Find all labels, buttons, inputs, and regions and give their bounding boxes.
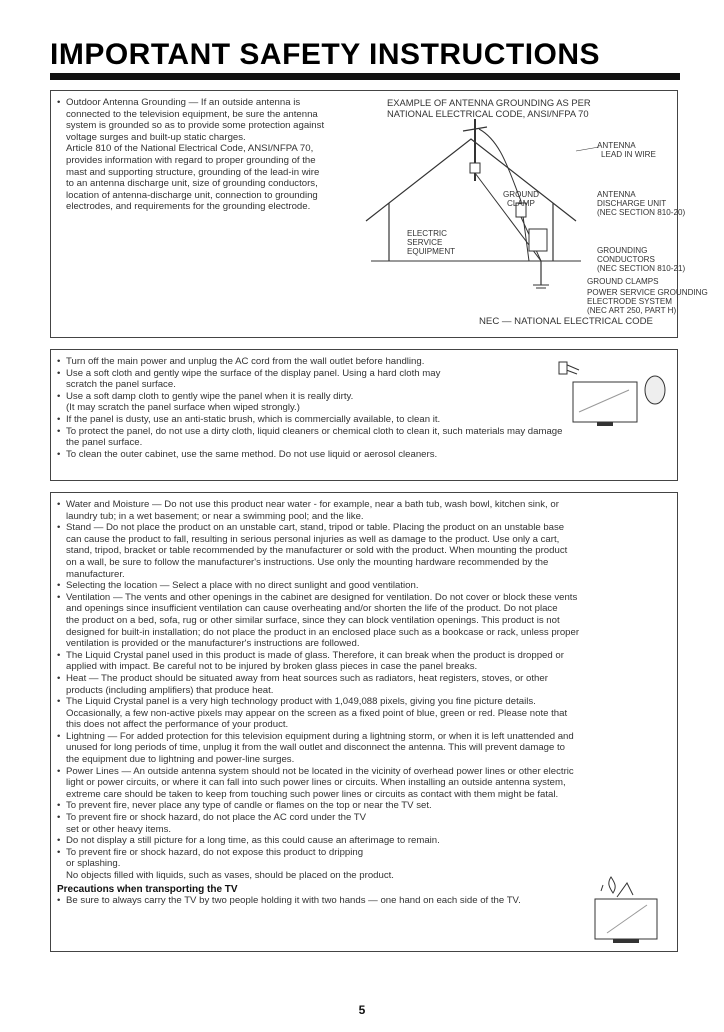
list-item-line: • Selecting the location — Select a place with no direct sunlight and good ventilation.: [66, 580, 419, 592]
list-item-line: • Use a soft damp cloth to gently wipe the panel when it is really dirty.: [66, 390, 354, 402]
transport-title: Precautions when transporting the TV: [57, 883, 238, 895]
house-roof: [366, 139, 576, 221]
list-item: [57, 580, 669, 592]
list-item-line: • Do not display a still picture for a long time, as this could cause an afterimage to remain.: [66, 835, 440, 847]
list-item: [57, 499, 669, 522]
svg-text:(NEC ART 250, PART H): (NEC ART 250, PART H): [587, 306, 677, 315]
label-grounding-conductors: [597, 246, 685, 273]
list-item-line: • To clean the outer cabinet, use the same method. Do not use liquid or aerosol cleaners.: [66, 448, 438, 460]
list-item-line: unused for long periods of time, unplug it from the wall outlet and disconnect the antenna. This will prevent damage to: [66, 742, 565, 754]
list-item-line: set or other heavy items.: [66, 823, 172, 835]
svg-text:GROUND CLAMPS: GROUND CLAMPS: [587, 277, 659, 286]
list-item-line: and openings since insufficient ventilation can cause overheating and/or shorten the life of the product. Do not place: [66, 603, 558, 615]
grounding-line: mast and supporting structure, grounding of the lead-in wire: [66, 166, 320, 178]
grounding-line: provides information with regard to proper grounding of the: [66, 154, 316, 166]
list-item: [57, 835, 669, 847]
list-item: [57, 650, 669, 673]
list-item: [57, 522, 669, 580]
svg-text:SERVICE: SERVICE: [407, 238, 443, 247]
safety-list: [57, 499, 669, 907]
list-item: [57, 731, 669, 766]
label-antenna-lead: [576, 141, 656, 159]
grounding-text: [57, 97, 357, 213]
nec-footer: NEC — NATIONAL ELECTRICAL CODE: [479, 316, 653, 327]
list-item: [57, 426, 577, 449]
svg-text:GROUND: GROUND: [503, 190, 539, 199]
svg-text:ANTENNA: ANTENNA: [597, 190, 636, 199]
tv-water-illustration: [577, 873, 667, 953]
cleaning-list: [57, 356, 577, 460]
grounding-line: electrodes, and requirements for the grounding electrode.: [66, 201, 311, 213]
list-item: [57, 356, 577, 368]
general-safety-section: [50, 492, 678, 952]
list-item-line: • The Liquid Crystal panel is a very high technology product with 1,049,088 pixels, giving you fine picture details.: [66, 696, 536, 708]
label-discharge-unit: [597, 190, 685, 217]
list-item: [57, 673, 669, 696]
list-item-line: • Use a soft cloth and gently wipe the surface of the display panel. Using a hard cloth may: [66, 367, 441, 379]
label-power-service: [587, 288, 708, 315]
list-item-line: Occasionally, a few non-active pixels may appear on the screen as a fixed point of blue, green or red. Please note that: [66, 707, 568, 719]
list-item: [57, 368, 577, 391]
list-item-line: • Heat — The product should be situated away from heat sources such as radiators, heat registers, stoves, or other: [66, 672, 548, 684]
list-item: [57, 592, 669, 650]
list-item-line: • To protect the panel, do not use a dirty cloth, liquid cleaners or chemical cloth to clean it, such materials may damage: [66, 425, 563, 437]
grounding-line: connected to the television equipment, be sure the antenna: [66, 108, 318, 120]
list-item-line: stand, tripod, bracket or table recommended by the manufacturer or sold with the product. When mounting the product: [66, 545, 568, 557]
list-item-line: • Be sure to always carry the TV by two people holding it with two hands — one hand on each side of the TV.: [66, 895, 521, 907]
svg-text:DISCHARGE UNIT: DISCHARGE UNIT: [597, 199, 667, 208]
list-item-line: • Power Lines — An outside antenna system should not be located in the vicinity of overhead power lines or other electric: [66, 765, 574, 777]
svg-text:ANTENNA: ANTENNA: [597, 141, 636, 150]
grounding-line: voltage surges and built-up static charges.: [66, 131, 246, 143]
list-item-line: the equipment due to lightning and power-line surges.: [66, 754, 295, 766]
diagram-title-line-2: NATIONAL ELECTRICAL CODE, ANSI/NFPA 70: [387, 108, 589, 119]
svg-text:(NEC SECTION 810-20): (NEC SECTION 810-20): [597, 208, 686, 217]
cleaning-section: [50, 349, 678, 481]
list-item: [57, 812, 669, 835]
list-item-line: the product on a bed, sofa, rug or other similar surface, since they can block ventilation openings. This product is not: [66, 614, 560, 626]
list-item-line: light or power circuits, or where it can fall into such power lines or circuits. When installing an outside antenna system,: [66, 777, 566, 789]
list-item-line: extreme care should be taken to keep from touching such power lines or circuits as contact with them might be fatal.: [66, 788, 559, 800]
list-item: [57, 449, 577, 461]
list-item-line: designed for built-in installation; do not place the product in an enclosed place such as a bookcase or rack, unless proper: [66, 626, 580, 638]
list-item: [57, 696, 669, 731]
list-item-line: • Lightning — For added protection for this television equipment during a lightning storm, or when it is left unattended and: [66, 730, 574, 742]
list-item-line: • If the panel is dusty, use an anti-static brush, which is commercially available, to clean it.: [66, 413, 441, 425]
list-item-line: can cause the product to fall, resulting in serious personal injuries as well as damage to the product. Use only a cart,: [66, 533, 560, 545]
list-item: [57, 391, 577, 414]
list-item-line: (It may scratch the panel surface when wiped strongly.): [66, 402, 300, 414]
list-item-line: scratch the panel surface.: [66, 379, 176, 391]
list-item: [57, 414, 577, 426]
svg-text:ELECTRIC: ELECTRIC: [407, 229, 448, 238]
svg-text:GROUNDING: GROUNDING: [597, 246, 648, 255]
list-item-line: this does not affect the performance of your product.: [66, 719, 289, 731]
list-item-line: products (including amplifiers) that produce heat.: [66, 684, 274, 696]
svg-text:POWER SERVICE GROUNDING: POWER SERVICE GROUNDING: [587, 288, 708, 297]
tv-cleaning-illustration: [559, 360, 669, 430]
label-ground-clamp: [503, 190, 539, 208]
list-item-line: applied with impact. Be careful not to be injured by broken glass pieces in case the panel breaks.: [66, 661, 478, 673]
svg-text:ELECTRODE SYSTEM: ELECTRODE SYSTEM: [587, 297, 673, 306]
page-number: 5: [358, 1003, 366, 1017]
list-item-line: on a wall, be sure to follow the manufacturer's instructions. Use only the mounting hardware recommended by the: [66, 556, 549, 568]
svg-text:(NEC SECTION 810-21): (NEC SECTION 810-21): [597, 264, 686, 273]
svg-text:CLAMP: CLAMP: [507, 199, 535, 208]
antenna-grounding-section: [50, 90, 708, 338]
list-item-line: • To prevent fire or shock hazard, do not place the AC cord under the TV: [66, 812, 367, 824]
list-item-line: • To prevent fire or shock hazard, do not expose this product to dripping: [66, 846, 364, 858]
grounding-line: to an antenna discharge unit, size of grounding conductors,: [66, 178, 318, 190]
ground-clamp-mark: [470, 163, 480, 173]
page-title: IMPORTANT SAFETY INSTRUCTIONS: [50, 38, 601, 71]
list-item: [57, 800, 669, 812]
label-ground-clamps: [587, 277, 659, 286]
svg-text:EQUIPMENT: EQUIPMENT: [407, 247, 456, 256]
diagram-title-line-1: EXAMPLE OF ANTENNA GROUNDING AS PER: [387, 97, 591, 108]
list-item-line: the panel surface.: [66, 437, 143, 449]
list-item-line: ventilation is provided or the manufacturer's instructions are followed.: [66, 638, 360, 650]
grounding-bullet: [57, 97, 357, 213]
list-item-line: or splashing.: [66, 858, 121, 870]
antenna-grounding-diagram: [351, 111, 708, 316]
list-item-line: • Turn off the main power and unplug the AC cord from the wall outlet before handling.: [66, 356, 425, 367]
list-item-line: • Stand — Do not place the product on an unstable cart, stand, tripod or table. Placing the product on an unstable base: [66, 522, 565, 534]
label-electric-service: [407, 229, 455, 256]
list-item-line: laundry tub; in a wet basement; or near a swimming pool; and the like.: [66, 510, 364, 522]
title-rule: [50, 73, 680, 80]
list-item: [57, 766, 669, 801]
safety-bullets: [57, 499, 669, 882]
grounding-line: system is grounded so as to provide some protection against: [66, 120, 325, 132]
list-item-line: • Water and Moisture — Do not use this product near water - for example, near a bath tub, wash bowl, kitchen sink, or: [66, 499, 559, 510]
grounding-line: location of antenna-discharge unit, connection to grounding: [66, 189, 318, 201]
list-item-line: No objects filled with liquids, such as vases, should be placed on the product.: [66, 870, 394, 881]
list-item-line: • The Liquid Crystal panel used in this product is made of glass. Therefore, it can break when the product is dropped or: [66, 649, 564, 661]
cleaning-bullets: [57, 356, 577, 460]
list-item-line: • Ventilation — The vents and other openings in the cabinet are designed for ventilation. Do not cover or block these vents: [66, 591, 578, 603]
grounding-line: Article 810 of the National Electrical Code, ANSI/NFPA 70,: [66, 143, 314, 155]
list-item-line: • To prevent fire, never place any type of candle or flames on the top or near the TV set.: [66, 800, 432, 812]
list-item-line: manufacturer.: [66, 568, 125, 580]
electric-service-box: [529, 229, 547, 251]
svg-text:LEAD IN WIRE: LEAD IN WIRE: [601, 150, 656, 159]
svg-text:CONDUCTORS: CONDUCTORS: [597, 255, 655, 264]
grounding-line: • Outdoor Antenna Grounding — If an outside antenna is: [66, 97, 301, 108]
